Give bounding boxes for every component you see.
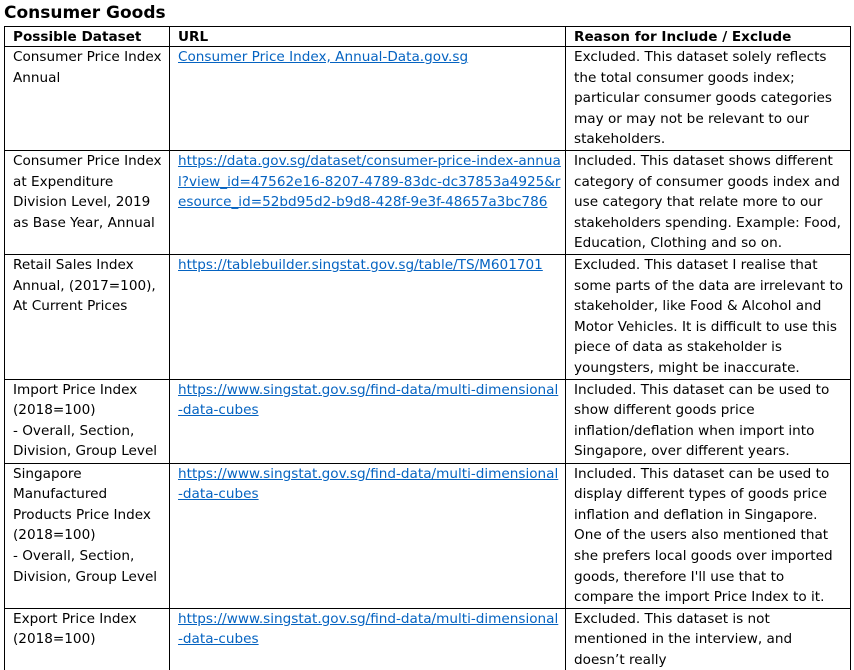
dataset-name-cell: Retail Sales Index Annual, (2017=100), At Current Prices xyxy=(5,254,170,379)
dataset-name-cell: Consumer Price Index Annual xyxy=(5,47,170,151)
url-cell xyxy=(170,379,566,463)
dataset-link[interactable]: https://tablebuilder.singstat.gov.sg/table/TS/M601701 xyxy=(178,256,543,273)
page-title: Consumer Goods xyxy=(4,3,166,23)
table-header-row xyxy=(5,27,851,47)
reason-cell: Excluded. This dataset solely reflects the total consumer goods index; particular consumer goods categories may or may not be relevant to our stakeholders. xyxy=(566,47,851,151)
dataset-name-cell: Singapore Manufactured Products Price Index (2018=100) - Overall, Section, Division, Group Level xyxy=(5,463,170,608)
dataset-link[interactable]: https://www.singstat.gov.sg/find-data/multi-dimensional-data-cubes xyxy=(178,381,559,419)
table-row xyxy=(5,608,851,670)
table-row xyxy=(5,463,851,608)
table-row xyxy=(5,150,851,254)
reason-cell: Excluded. This dataset is not mentioned in the interview, and doesn’t really xyxy=(566,608,851,670)
url-cell xyxy=(170,463,566,608)
table-row xyxy=(5,254,851,379)
table-row xyxy=(5,47,851,151)
dataset-table xyxy=(4,26,851,670)
reason-cell: Excluded. This dataset I realise that some parts of the data are irrelevant to stakeholder, like Food & Alcohol and Motor Vehicles. It is difficult to use this piece of data as stakeholder is youngsters, might be inaccurate. xyxy=(566,254,851,379)
dataset-link[interactable]: https://www.singstat.gov.sg/find-data/multi-dimensional-data-cubes xyxy=(178,610,559,648)
header-reason: Reason for Include / Exclude xyxy=(566,27,851,47)
url-cell xyxy=(170,254,566,379)
url-cell xyxy=(170,150,566,254)
reason-cell: Included. This dataset can be used to display different types of goods price inflation and deflation in Singapore. One of the users also mentioned that she prefers local goods over imported goods, therefore I'll use that to compare the import Price Index to it. xyxy=(566,463,851,608)
url-cell xyxy=(170,608,566,670)
dataset-link[interactable]: https://data.gov.sg/dataset/consumer-price-index-annual?view_id=47562e16-8207-4789-83dc-dc37853a4925&resource_id=52bd95d2-b9d8-428f-9e3f-48657a3bc786 xyxy=(178,152,561,211)
header-possible-dataset: Possible Dataset xyxy=(5,27,170,47)
dataset-link[interactable]: Consumer Price Index, Annual-Data.gov.sg xyxy=(178,49,469,65)
dataset-name-cell: Consumer Price Index at Expenditure Division Level, 2019 as Base Year, Annual xyxy=(5,150,170,254)
url-cell xyxy=(170,47,566,151)
dataset-link[interactable]: https://www.singstat.gov.sg/find-data/multi-dimensional-data-cubes xyxy=(178,465,559,503)
table-row xyxy=(5,379,851,463)
reason-cell: Included. This dataset can be used to show different goods price inflation/deflation when import into Singapore, over different years. xyxy=(566,379,851,463)
dataset-name-cell: Export Price Index (2018=100) xyxy=(5,608,170,670)
header-url: URL xyxy=(170,27,566,47)
reason-cell: Included. This dataset shows different category of consumer goods index and use category that relate more to our stakeholders spending. Example: Food, Education, Clothing and so on. xyxy=(566,150,851,254)
dataset-name-cell: Import Price Index (2018=100) - Overall, Section, Division, Group Level xyxy=(5,379,170,463)
